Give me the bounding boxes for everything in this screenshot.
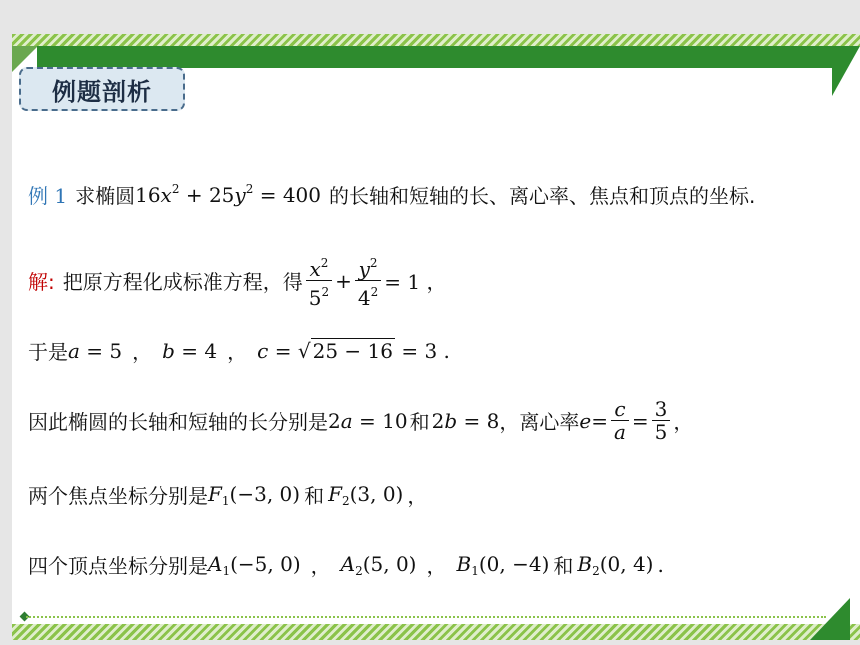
a-value: a = 5 xyxy=(68,338,123,363)
bottom-corner-decoration xyxy=(810,598,850,640)
top-bar-fold-decoration xyxy=(832,46,860,96)
c-value: c = √ 25 − 16 = 3 . xyxy=(257,338,450,363)
values-line: 于是 a = 5 ， b = 4 ， c = √ 25 − 16 = 3 . xyxy=(28,336,450,365)
b-value: b = 4 xyxy=(162,338,218,363)
example-line xyxy=(28,180,755,209)
bottom-dotted-divider xyxy=(26,616,826,618)
top-bar-decoration xyxy=(37,46,837,68)
axes-prefix: 因此椭圆的长轴和短轴的长分别是 xyxy=(28,410,328,434)
fraction-y-over-4: $\frac{y^2}{4^2}$ xyxy=(355,252,381,309)
focus-f2: $F_2(3$, 0) xyxy=(328,481,404,508)
vertex-a1: $A_1(-5$, 0) xyxy=(208,551,301,578)
example-text-before: 求椭圆 xyxy=(75,184,136,208)
slide xyxy=(12,34,860,640)
example-text-after: 的长轴和短轴的长、离心率、焦点和顶点的坐标. xyxy=(329,184,756,208)
solution-line: 解: 把原方程化成标准方程，得 $\frac{x^2}{5^2}$ + $\frac{y^2}{4^2}$ = 1 ， xyxy=(28,252,446,309)
example-label: 例 1 xyxy=(28,184,68,208)
vertex-a2: $A_2(5$, 0) xyxy=(340,551,417,578)
solution-label: 解: xyxy=(28,270,55,294)
bottom-stripe-decoration xyxy=(12,624,860,640)
title-box xyxy=(19,67,185,111)
minor-axis-value: 2b = 8 xyxy=(431,408,500,433)
vertex-b1: $B_1(0$, −4) xyxy=(456,551,550,578)
vertices-line: 四个顶点坐标分别是 $A_1(-5$, 0) ， $A_2(5$, 0) ， $B_1(0$, −4) 和 $B_2(0$, 4) . xyxy=(28,551,664,578)
fraction-3-over-5: $\frac{3}{5}$ xyxy=(652,398,671,443)
vertices-prefix: 四个顶点坐标分别是 xyxy=(28,554,208,578)
fraction-x-over-5: $\frac{x^2}{5^2}$ xyxy=(306,252,332,309)
major-axis-value: 2a = 10 xyxy=(328,408,408,433)
fraction-c-over-a: $\frac{c}{a}$ xyxy=(611,398,629,443)
axes-eccentricity-line: 因此椭圆的长轴和短轴的长分别是 2a = 10 和 2b = 8 ，离心率 e = $\frac{c}{a}$ = $\frac{3}{5}$ ， xyxy=(28,397,694,444)
solution-text: 把原方程化成标准方程，得 xyxy=(62,270,303,294)
vertex-b2: $B_2(0$, 4) xyxy=(577,551,654,578)
values-prefix: 于是 xyxy=(28,340,68,364)
solution-tail: = 1 ， xyxy=(384,270,447,294)
focus-f1: $F_1(-3$, 0) xyxy=(208,481,301,508)
page-title: 例题剖析 xyxy=(52,77,152,106)
example-equation: $16x^2 + 25y^2 = 400$ xyxy=(135,182,321,207)
foci-line: 两个焦点坐标分别是 $F_1(-3$, 0) 和 $F_2(3$, 0) ， xyxy=(28,481,428,508)
foci-prefix: 两个焦点坐标分别是 xyxy=(28,484,208,508)
top-stripe-decoration xyxy=(12,34,860,46)
